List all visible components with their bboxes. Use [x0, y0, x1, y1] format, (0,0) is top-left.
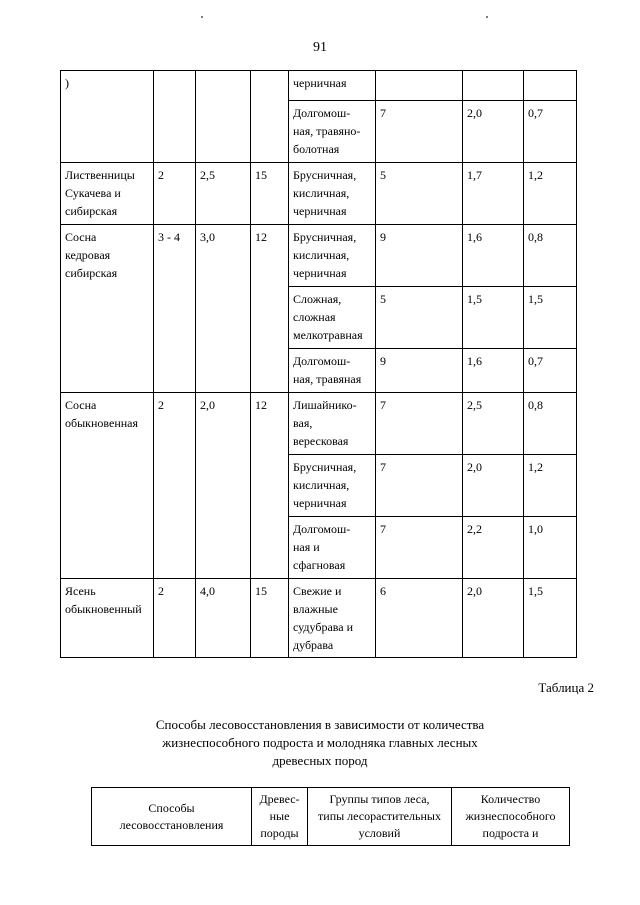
forest-type-cell: Брусничная, кисличная, черничная	[289, 163, 376, 225]
forest-type-cell: Свежие и влажные судубрава и дубрава	[289, 579, 376, 658]
species-cell: Сосна обыкновенная	[61, 393, 154, 579]
data-cell	[463, 71, 524, 101]
data-cell: 0,8	[524, 393, 577, 455]
scan-speck	[486, 16, 488, 18]
species-cell: Ясень обыкновенный	[61, 579, 154, 658]
table-row	[61, 163, 577, 225]
data-cell: 3 - 4	[154, 225, 196, 393]
scan-speck	[201, 16, 203, 18]
data-cell: 12	[251, 393, 289, 579]
regeneration-table	[60, 70, 577, 658]
data-cell	[154, 71, 196, 163]
data-cell: 7	[376, 455, 463, 517]
data-cell: 1,5	[524, 579, 577, 658]
data-cell: 1,5	[463, 287, 524, 349]
data-cell: 2,0	[463, 455, 524, 517]
data-cell	[376, 71, 463, 101]
forest-type-cell: Долгомош- ная, травяная	[289, 349, 376, 393]
data-cell: 2	[154, 393, 196, 579]
data-cell: 5	[376, 163, 463, 225]
header-cell-species: Древес- ные породы	[252, 788, 308, 846]
species-cell: )	[61, 71, 154, 163]
data-cell: 9	[376, 349, 463, 393]
data-cell: 2,0	[196, 393, 251, 579]
header-cell-quantity: Количество жизнеспособного подроста и	[452, 788, 570, 846]
data-cell: 1,0	[524, 517, 577, 579]
data-cell: 1,2	[524, 455, 577, 517]
data-cell: 1,2	[524, 163, 577, 225]
table-row	[61, 225, 577, 287]
table-title-line: жизнеспособного подроста и молодняка главных лесных	[162, 735, 478, 750]
data-cell: 1,7	[463, 163, 524, 225]
forest-type-cell: Лишайнико- вая, вересковая	[289, 393, 376, 455]
data-cell: 2,0	[463, 101, 524, 163]
data-cell: 7	[376, 101, 463, 163]
data-cell: 1,6	[463, 349, 524, 393]
data-cell	[251, 71, 289, 163]
data-cell: 1,6	[463, 225, 524, 287]
table-row	[61, 71, 577, 101]
data-cell: 0,7	[524, 101, 577, 163]
data-cell: 2,0	[463, 579, 524, 658]
table-title-line: Способы лесовосстановления в зависимости от количества	[155, 717, 485, 732]
data-cell	[524, 71, 577, 101]
data-cell: 3,0	[196, 225, 251, 393]
header-cell-methods: Способы лесовосстановления	[92, 788, 252, 846]
data-cell: 0,7	[524, 349, 577, 393]
data-cell: 15	[251, 579, 289, 658]
species-cell: Лиственницы Сукачева и сибирская	[61, 163, 154, 225]
table-label: Таблица 2	[538, 680, 594, 695]
data-cell: 15	[251, 163, 289, 225]
data-cell: 1,5	[524, 287, 577, 349]
table-row	[61, 393, 577, 455]
data-cell	[196, 71, 251, 163]
methods-table-header	[91, 787, 570, 846]
data-cell: 7	[376, 393, 463, 455]
header-cell-forest-types: Группы типов леса, типы лесорастительных условий	[308, 788, 452, 846]
data-cell: 2	[154, 579, 196, 658]
forest-type-cell: черничная	[289, 71, 376, 101]
data-cell: 2,5	[463, 393, 524, 455]
data-cell: 5	[376, 287, 463, 349]
species-cell: Сосна кедровая сибирская	[61, 225, 154, 393]
page-number: 91	[313, 40, 327, 55]
table-row	[61, 579, 577, 658]
table-title	[0, 716, 640, 770]
data-cell: 2,5	[196, 163, 251, 225]
data-cell: 6	[376, 579, 463, 658]
data-cell: 2	[154, 163, 196, 225]
data-cell: 4,0	[196, 579, 251, 658]
data-cell: 2,2	[463, 517, 524, 579]
data-cell: 12	[251, 225, 289, 393]
forest-type-cell: Долгомош- ная, травяно- болотная	[289, 101, 376, 163]
forest-type-cell: Брусничная, кисличная, черничная	[289, 455, 376, 517]
forest-type-cell: Сложная, сложная мелкотравная	[289, 287, 376, 349]
data-cell: 9	[376, 225, 463, 287]
data-cell: 0,8	[524, 225, 577, 287]
data-cell: 7	[376, 517, 463, 579]
table-title-line: древесных пород	[272, 753, 368, 768]
forest-type-cell: Брусничная, кисличная, черничная	[289, 225, 376, 287]
forest-type-cell: Долгомош- ная и сфагновая	[289, 517, 376, 579]
